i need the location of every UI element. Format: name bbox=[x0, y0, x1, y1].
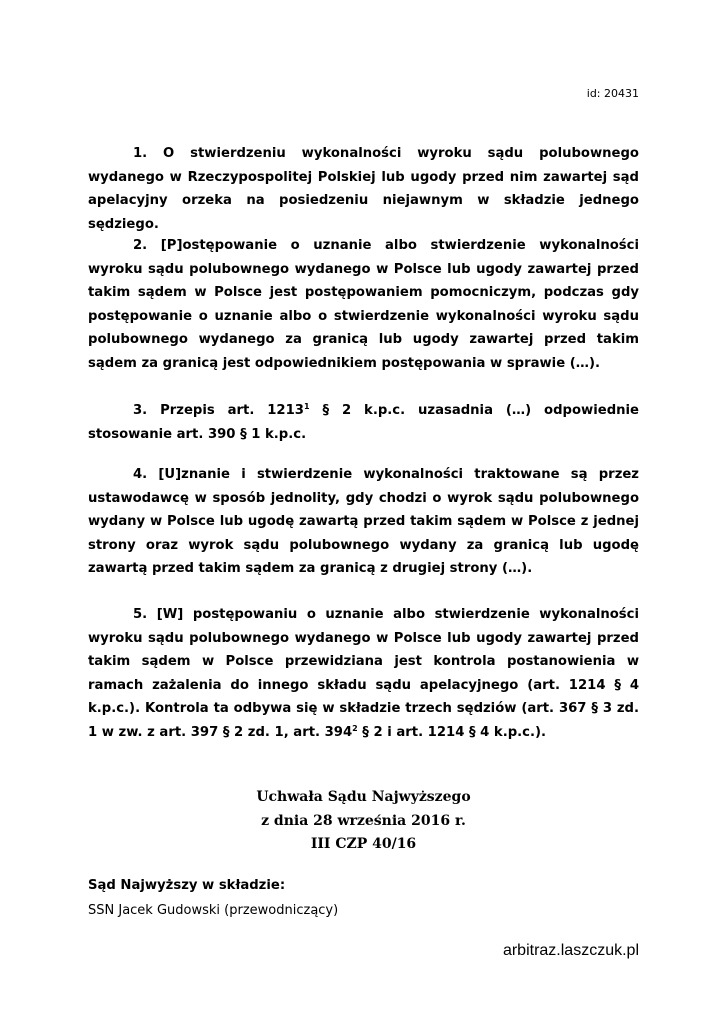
thesis-text: 4. [U]znanie i stwierdzenie wykonalności traktowane są przez ustawodawcę w sposób jednolity, gdy chodzi o wyrok sądu polubownego wydany w Polsce lub ugodę zawartą przed takim sądem w Polsce z jednej strony oraz wyrok sądu polubownego wydany za granicą lub ugodę zawartą przed takim sądem za granicą z drugiej strony (…). bbox=[88, 467, 639, 577]
case-number: III CZP 40/16 bbox=[310, 836, 417, 853]
document-page bbox=[88, 0, 639, 1024]
thesis-4 bbox=[88, 463, 639, 581]
thesis-3 bbox=[88, 399, 639, 446]
judge-name: SSN Jacek Gudowski (przewodniczący) bbox=[88, 903, 339, 918]
thesis-5 bbox=[88, 603, 639, 745]
thesis-2 bbox=[88, 234, 639, 376]
thesis-text: 1. O stwierdzeniu wykonalności wyroku sądu polubownego wydanego w Rzeczypospolitej Polskiej lub ugody przed nim zawartej sąd apelacyjny orzeka na posiedzeniu niejawnym w składzie jednego sędziego. bbox=[88, 146, 639, 232]
thesis-text: 5. [W] postępowaniu o uznanie albo stwierdzenie wykonalności wyroku sądu polubownego wydanego w Polsce lub ugody zawartej przed takim sądem w Polsce przewidziana jest kontrola postanowienia w ramach zażalenia do innego składu sądu apelacyjnego (art. 1214 § 4 k.p.c.). Kontrola ta odbywa się w składzie trzech sędziów (art. 367 § 3 zd. 1 w zw. z art. 397 § 2 zd. 1, art. 394 bbox=[88, 607, 639, 740]
ruling-citation bbox=[88, 786, 639, 857]
document-id: id: 20431 bbox=[586, 87, 639, 100]
thesis-text: 3. Przepis art. 1213 bbox=[133, 403, 304, 418]
ruling-date: z dnia 28 września 2016 r. bbox=[261, 812, 466, 829]
court-composition-heading: Sąd Najwyższy w składzie: bbox=[88, 878, 286, 893]
thesis-text: § 2 k.p.c. uzasadnia (…) odpowiednie stosowanie art. 390 § 1 k.p.c. bbox=[88, 403, 639, 442]
thesis-1 bbox=[88, 142, 639, 236]
ruling-title: Uchwała Sądu Najwyższego bbox=[256, 789, 471, 805]
website-link[interactable]: arbitraz.laszczuk.pl bbox=[502, 942, 639, 959]
superscript-index: 1 bbox=[303, 402, 310, 411]
thesis-text: 2. [P]ostępowanie o uznanie albo stwierdzenie wykonalności wyroku sądu polubownego wydanego w Polsce lub ugody zawartej przed takim sądem w Polsce jest postępowaniem pomocniczym, podczas gdy postępowanie o uznanie albo o stwierdzenie wykonalności wyroku sądu polubownego wydanego za granicą lub ugody zawartej przed takim sądem za granicą jest odpowiednikiem postępowania w sprawie (…). bbox=[88, 238, 639, 371]
thesis-text: § 2 i art. 1214 § 4 k.p.c.). bbox=[357, 724, 547, 740]
superscript-index: 2 bbox=[352, 723, 358, 733]
